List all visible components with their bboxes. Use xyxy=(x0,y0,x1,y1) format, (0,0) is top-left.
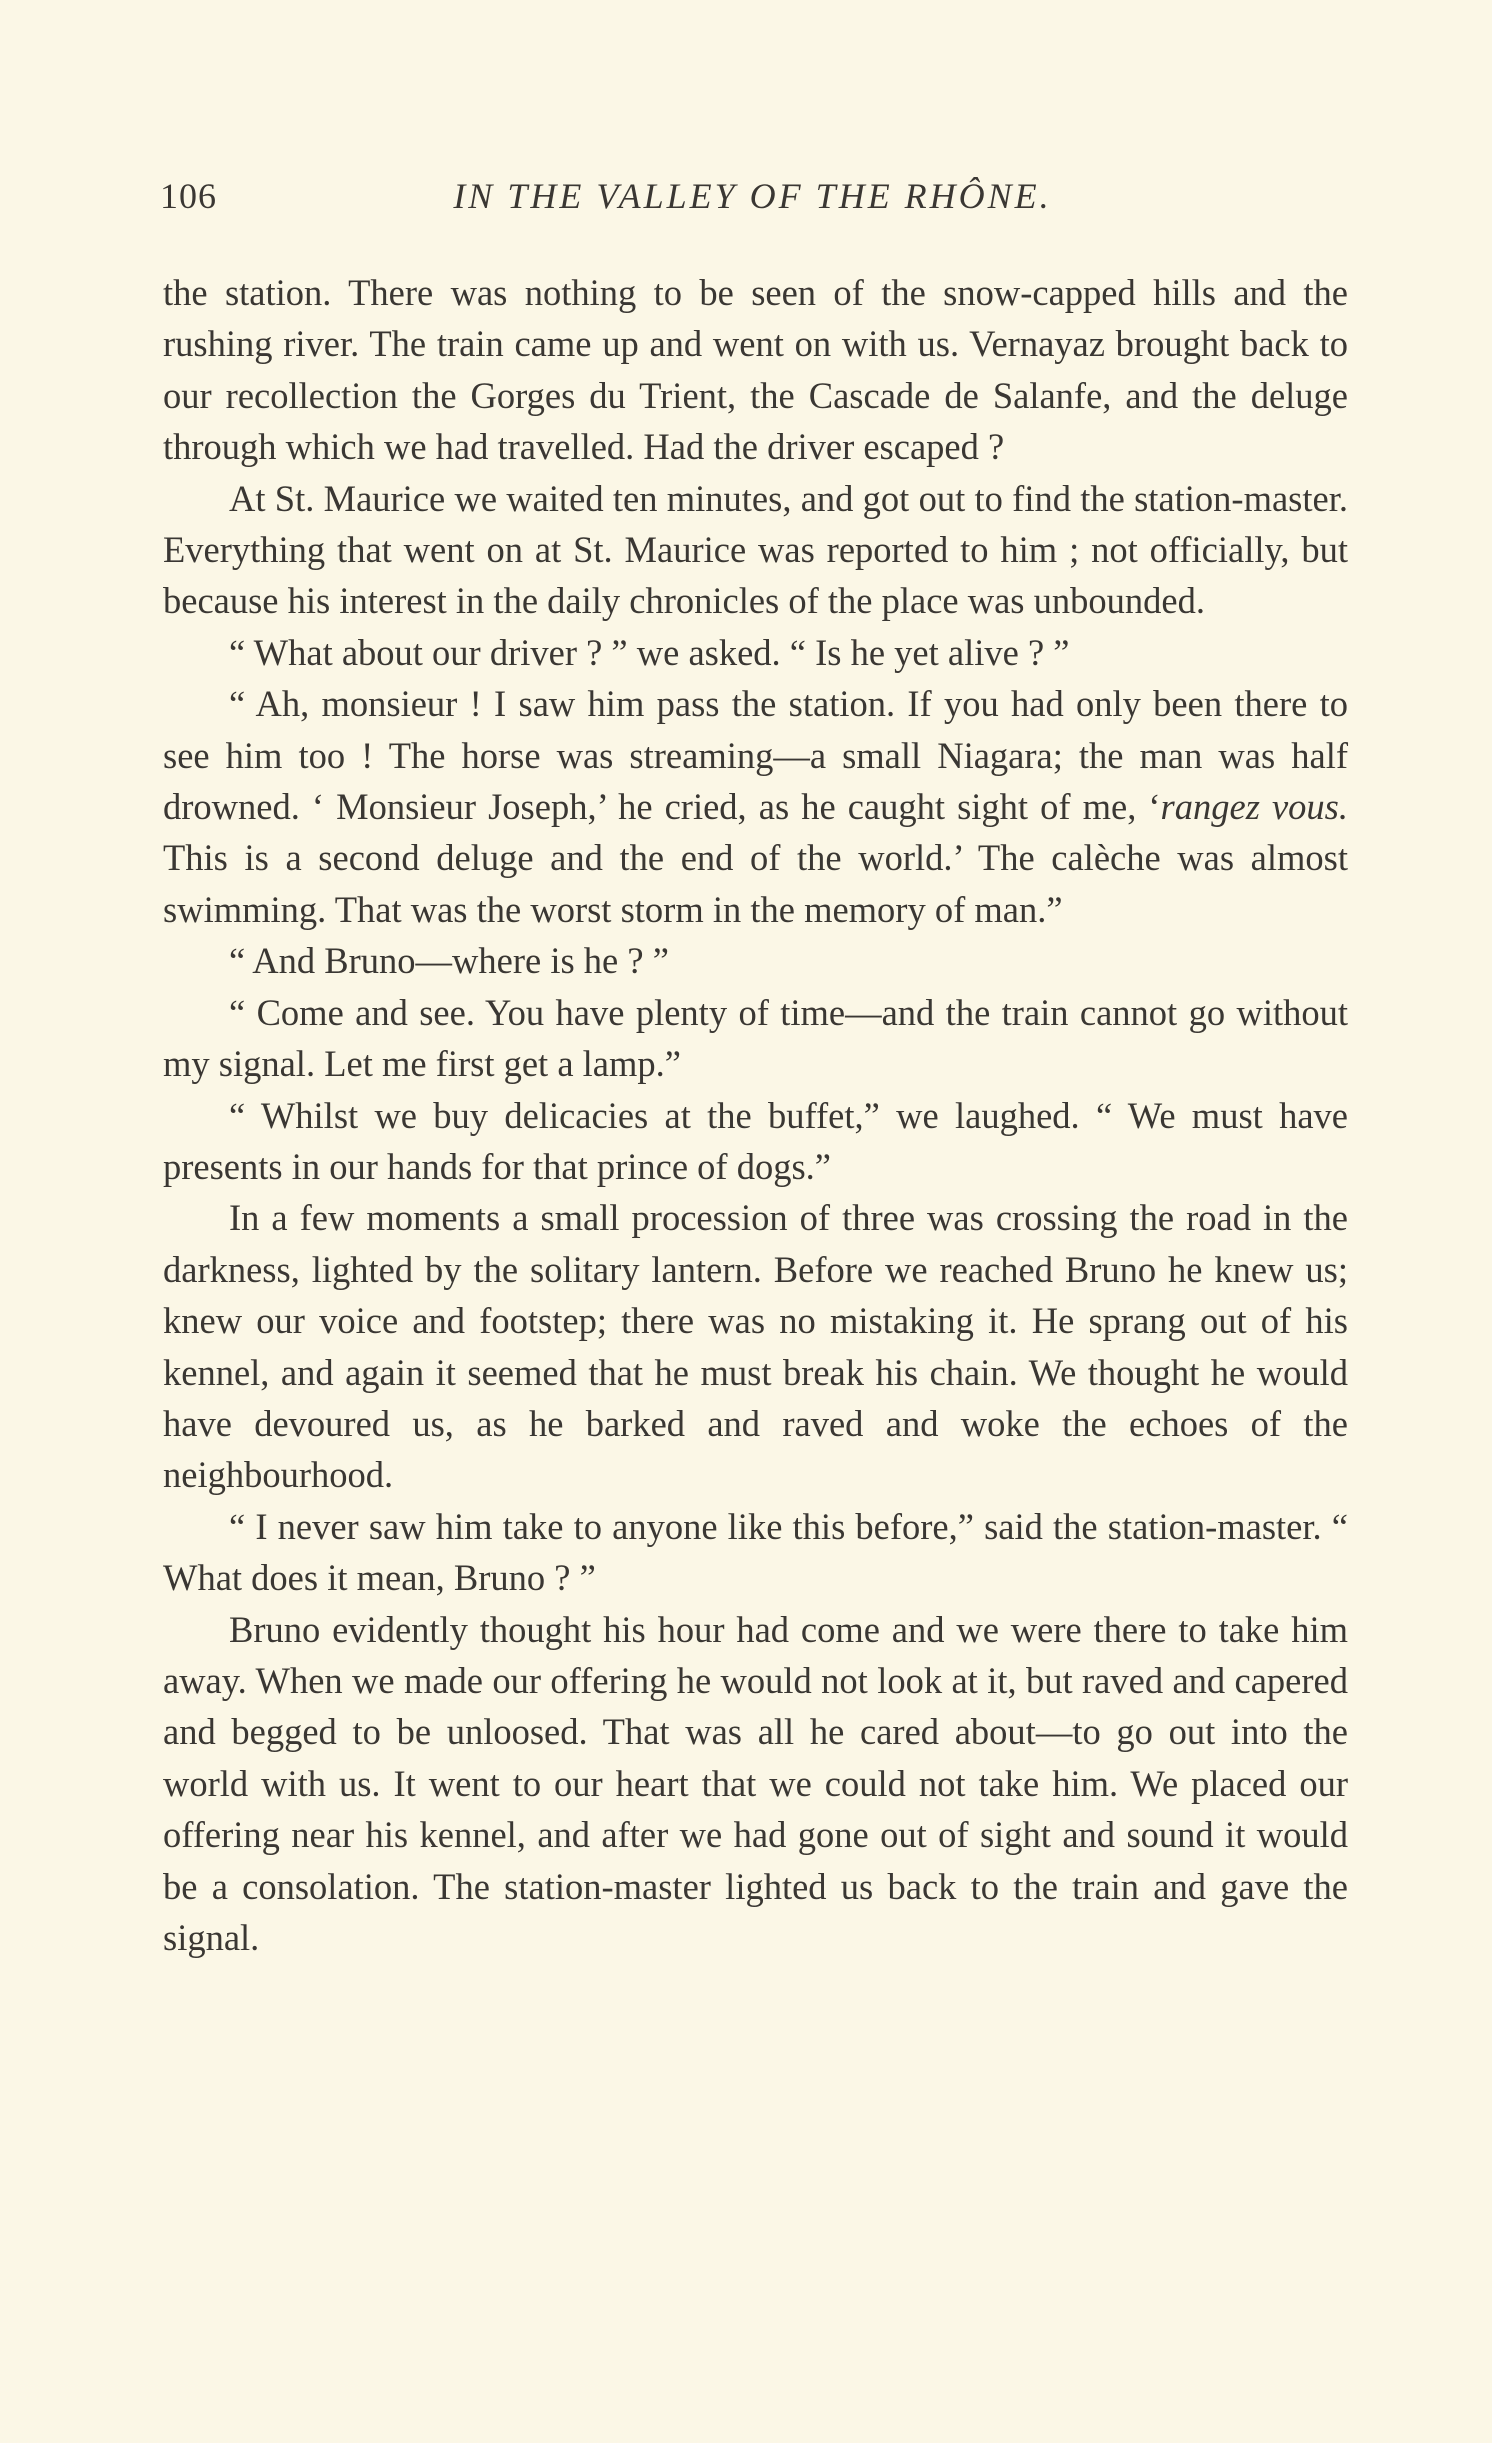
page-number: 106 xyxy=(160,176,217,216)
paragraph: the station. There was nothing to be seen of the snow-capped hills and the rushing river. The train came up and went on with us. Vernayaz brought back to our recollection the Gorges du Trient, the Cascade de Salanfe, and the deluge through which we had travelled. Had the driver escaped ? xyxy=(163,272,1348,468)
body-text xyxy=(163,267,1348,1963)
paragraph xyxy=(163,678,1348,935)
italic-phrase: rangez vous. xyxy=(1160,786,1349,828)
paragraph: Bruno evidently thought his hour had come and we were there to take him away. When we made our offering he would not look at it, but raved and capered and begged to be unloosed. That was all he cared about—to go out into the world with us. It went to our heart that we could not take him. We placed our offering near his kennel, and after we had gone out of sight and sound it would be a consolation. The station-master lighted us back to the train and gave the signal. xyxy=(163,1608,1348,1958)
running-title: IN THE VALLEY OF THE RHÔNE. xyxy=(453,176,1052,216)
paragraph-text: This is a second deluge and the end of the world.’ The calèche was almost swimming. That was the worst storm in the memory of man.” xyxy=(163,837,1348,930)
paragraph: “ Whilst we buy delicacies at the buffet,” we laughed. “ We must have presents in our hands for that prince of dogs.” xyxy=(163,1094,1348,1187)
paragraph: “ Come and see. You have plenty of time—and the train cannot go without my signal. Let me first get a lamp.” xyxy=(163,991,1348,1085)
paragraph: “ And Bruno—where is he ? ” xyxy=(229,940,669,982)
paragraph-text: “ Ah, monsieur ! I saw him pass the station. If you had only been there to see him too ! The horse was streaming—a small Niagara; the man was half drowned. ‘ Monsieur Joseph,’ he cried, as he caught sight of me, ‘ xyxy=(163,683,1348,828)
paragraph: In a few moments a small procession of three was crossing the road in the darkness, lighted by the solitary lantern. Before we reached Bruno he knew us; knew our voice and footstep; there was no mistaking it. He sprang out of his kennel, and again it seemed that he must break his chain. We thought he would have devoured us, as he barked and raved and woke the echoes of the neighbourhood. xyxy=(163,1197,1348,1496)
paragraph: “ I never saw him take to anyone like this before,” said the station-master. “ What does it mean, Bruno ? ” xyxy=(163,1505,1348,1599)
page-header xyxy=(160,175,1345,235)
paragraph: “ What about our driver ? ” we asked. “ Is he yet alive ? ” xyxy=(229,631,1070,673)
paragraph: At St. Maurice we waited ten minutes, and got out to find the station-master. Everything that went on at St. Maurice was reported to him ; not officially, but because his interest in the daily chronicles of the place was unbounded. xyxy=(163,477,1348,622)
